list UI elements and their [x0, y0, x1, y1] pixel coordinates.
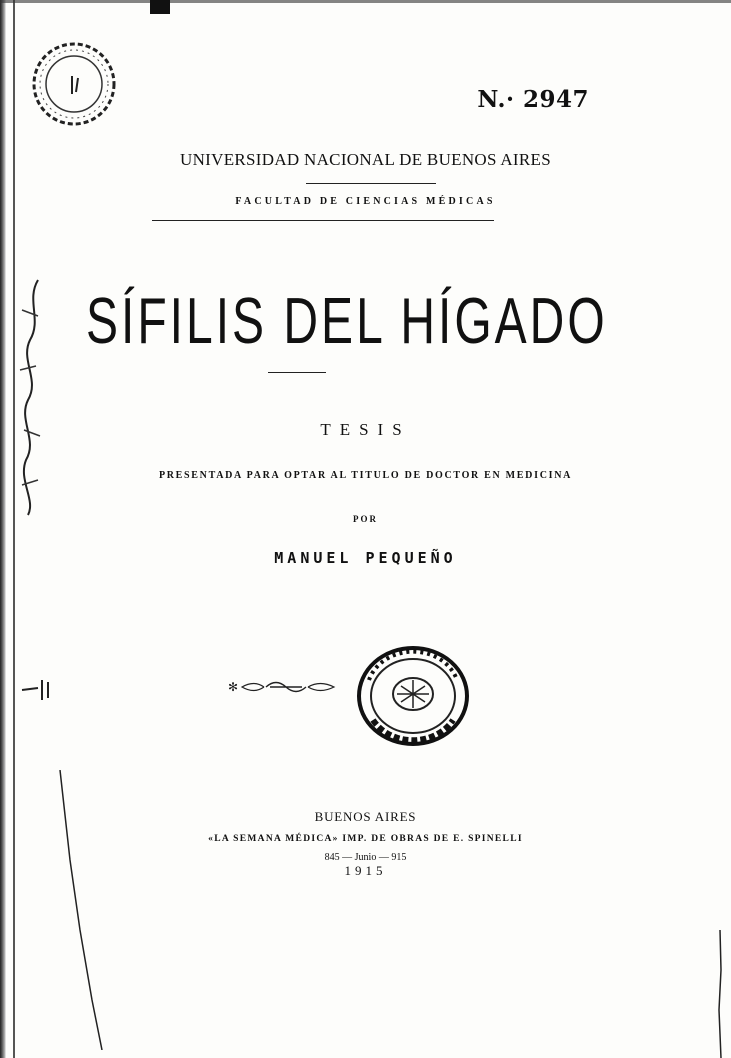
university-name: UNIVERSIDAD NACIONAL DE BUENOS AIRES: [180, 150, 551, 169]
divider: [306, 183, 436, 184]
library-stamp: [28, 38, 120, 130]
thesis-subtitle: PRESENTADA PARA OPTAR AL TITULO DE DOCTOR EN MEDICINA: [158, 470, 573, 481]
svg-text:✻: ✻: [228, 680, 239, 694]
thesis-label: TESIS: [320, 420, 411, 439]
imprint-print-info: 845 — Junio — 915: [324, 852, 407, 863]
imprint-city: BUENOS AIRES: [314, 809, 417, 824]
author-name: MANUEL PEQUEÑO: [274, 549, 457, 567]
catalog-number: N.· 2947: [477, 86, 589, 113]
scan-top-edge: [0, 0, 731, 3]
imprint-publisher: «LA SEMANA MÉDICA» IMP. DE OBRAS DE E. SPINELLI: [208, 834, 523, 844]
by-label: POR: [353, 514, 378, 524]
divider: [268, 372, 326, 373]
imprint-year: 1915: [344, 863, 387, 878]
seal-stamp-icon: [353, 640, 475, 752]
ornament-icon: [224, 674, 348, 700]
scan-artifact: [150, 0, 170, 14]
document-title: SÍFILIS DEL HÍGADO: [86, 286, 608, 358]
paper-tear: [40, 770, 110, 1050]
handwritten-note: [8, 270, 52, 520]
scan-right-edge: [712, 930, 728, 1058]
faculty-name: FACULTAD DE CIENCIAS MÉDICAS: [235, 196, 496, 207]
margin-marks: [18, 660, 58, 720]
divider: [152, 220, 494, 221]
